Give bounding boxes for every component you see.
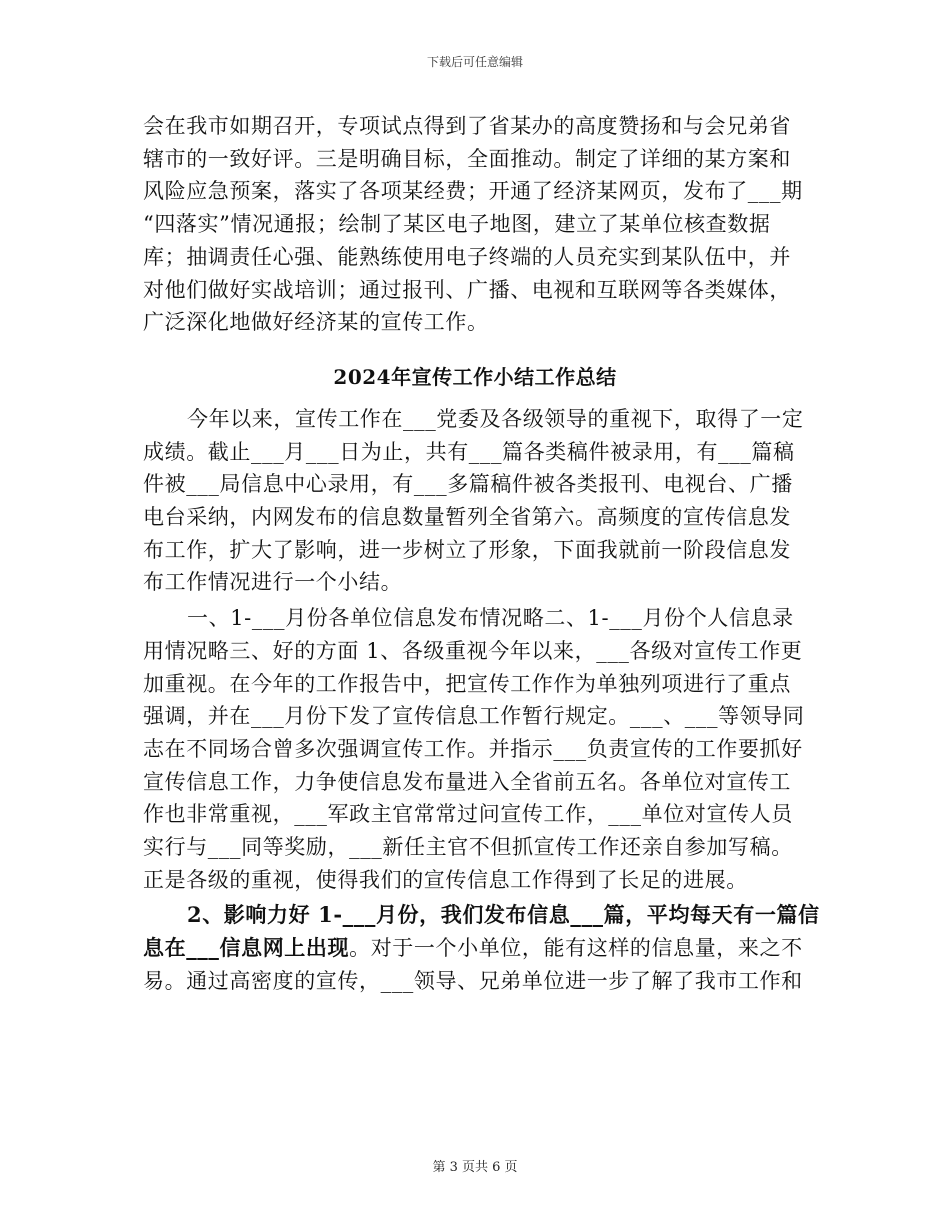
text-line: 宣传信息工作，力争使信息发布量进入全省前五名。各单位对宣传工 [143,769,791,794]
document-body [143,110,820,998]
text-line: 辖市的一致好评。三是明确目标，全面推动。制定了详细的某方案和 [143,146,791,171]
mixed-text-line [143,932,807,965]
text-line: 加重视。在今年的工作报告中，把宣传工作作为单独列项进行了重点 [143,671,791,696]
text-phrase: 。对于一个小单位，能有这样的信息量，来之不 [349,936,803,961]
page-header-note: 下载后可任意编辑 [426,55,523,69]
bold-phrase: 息在___信息网上出现 [143,935,350,961]
text-line: 易。通过高密度的宣传，___领导、兄弟单位进一步了解了我市工作和 [143,968,803,993]
page-number: 第 3 页共 6 页 [432,1160,518,1175]
text-line: 对他们做好实战培训；通过报刊、广播、电视和互联网等各类媒体， [143,277,791,302]
text-line: 志在不同场合曾多次强调宣传工作。并指示___负责宣传的工作要抓好 [143,736,803,761]
text-line: 成绩。截止___月___日为止，共有___篇各类稿件被录用，有___篇稿 [143,439,795,464]
intro-paragraph [143,110,807,339]
text-line: 风险应急预案，落实了各项某经费；开通了经济某网页，发布了___期 [143,179,803,204]
text-line: 强调，并在___月份下发了宣传信息工作暂行规定。___、___等领导同 [143,704,805,729]
bold-text-line: 2、影响力好 1-___月份，我们发布信息___篇，平均每天有一篇信 [187,902,820,928]
text-line: 实行与___同等奖励，___新任主官不但抓宣传工作还亲自参加写稿。 [143,835,793,860]
text-line: 正是各级的重视，使得我们的宣传信息工作得到了长足的进展。 [143,867,748,892]
text-line: 今年以来，宣传工作在___党委及各级领导的重视下，取得了一定 [187,406,804,431]
text-line: “四落实”情况通报；绘制了某区电子地图，建立了某单位核查数据 [143,212,771,237]
text-line: 件被___局信息中心录用，有___多篇稿件被各类报刊、电视台、广播 [143,472,793,497]
text-line: 库；抽调责任心强、能熟练使用电子终端的人员充实到某队伍中，并 [143,244,791,269]
text-line: 会在我市如期召开，专项试点得到了省某办的高度赞扬和与会兄弟省 [143,114,791,138]
text-line: 作也非常重视，___军政主官常常过问宣传工作，___单位对宣传人员 [143,802,793,827]
text-line: 布工作，扩大了影响，进一步树立了形象，下面我就前一阶段信息发 [143,537,791,562]
text-line: 广泛深化地做好经济某的宣传工作。 [143,310,489,335]
text-line: 布工作情况进行一个小结。 [143,570,403,595]
text-line: 一、1-___月份各单位信息发布情况略二、1-___月份个人信息录 [187,606,794,631]
paragraph-3 [143,899,820,997]
section-title: 2024年宣传工作小结工作总结 [333,364,617,389]
paragraph-1 [143,403,807,599]
text-line: 电台采纳，内网发布的信息数量暂列全省第六。高频度的宣传信息发 [143,505,791,530]
paragraph-2 [143,602,807,896]
text-line: 用情况略三、好的方面 1、各级重视今年以来，___各级对宣传工作更 [143,638,803,663]
